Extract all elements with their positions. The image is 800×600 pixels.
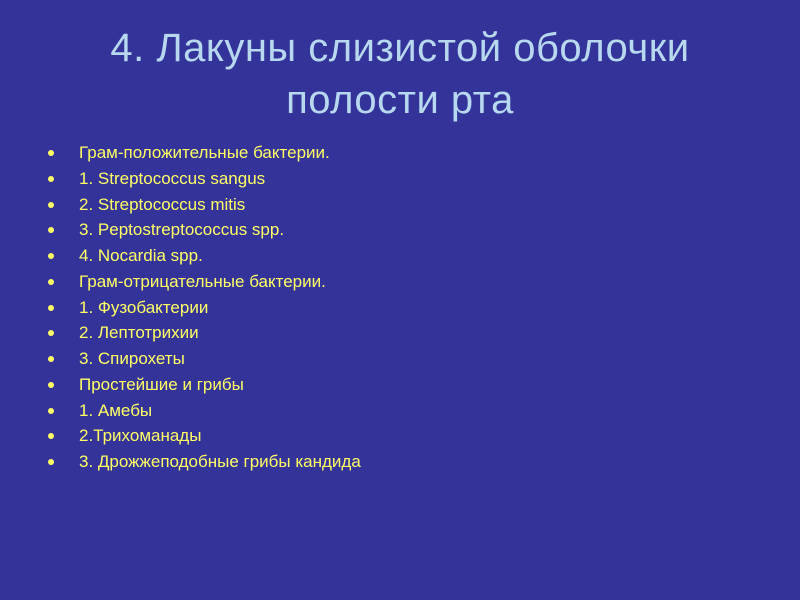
bullet-dot-icon <box>48 150 54 156</box>
bullet-item <box>0 372 760 398</box>
bullet-text: 3. Дрожжеподобные грибы кандида <box>79 452 361 471</box>
bullet-item <box>0 192 760 218</box>
bullet-item <box>0 320 760 346</box>
bullet-dot-icon <box>48 330 54 336</box>
bullet-dot-icon <box>48 382 54 388</box>
bullet-text: 4. Nocardia spp. <box>79 246 203 265</box>
bullet-dot-icon <box>48 227 54 233</box>
bullet-item <box>0 295 760 321</box>
slide-title <box>40 22 760 126</box>
bullet-dot-icon <box>48 408 54 414</box>
bullet-dot-icon <box>48 202 54 208</box>
bullet-item <box>0 140 760 166</box>
bullet-text: Грам-отрицательные бактерии. <box>79 271 326 291</box>
bullet-item <box>0 243 760 269</box>
bullet-text: 1. Streptococcus sangus <box>79 168 266 188</box>
bullet-item <box>0 269 760 295</box>
bullet-item <box>0 398 760 424</box>
bullet-dot-icon <box>48 459 54 465</box>
slide-title-line-1: 4. Лакуны слизистой оболочки <box>110 26 690 70</box>
bullet-dot-icon <box>48 176 54 182</box>
bullet-item <box>0 423 760 449</box>
bullet-text: 2. Streptococcus mitis <box>79 194 246 214</box>
bullet-dot-icon <box>48 356 54 362</box>
bullet-dot-icon <box>48 279 54 285</box>
bullet-dot-icon <box>48 433 54 439</box>
bullet-text: Простейшие и грибы <box>79 374 244 394</box>
bullet-text: 1. Амебы <box>79 400 153 420</box>
bullet-item <box>0 346 760 372</box>
bullet-text: 1. Фузобактерии <box>79 297 209 317</box>
slide-title-line-2: полости рта <box>286 78 514 122</box>
bullet-list <box>0 140 760 475</box>
bullet-text: 3. Спирохеты <box>79 349 185 368</box>
bullet-item <box>0 217 760 243</box>
bullet-dot-icon <box>48 305 54 311</box>
bullet-text: Грам-положительные бактерии. <box>79 143 330 162</box>
bullet-text: 3. Peptostreptococcus spp. <box>79 220 285 240</box>
bullet-item <box>0 449 760 475</box>
bullet-text: 2. Лептотрихии <box>79 323 199 343</box>
bullet-text: 2.Трихоманады <box>79 426 202 446</box>
bullet-item <box>0 166 760 192</box>
bullet-dot-icon <box>48 253 54 259</box>
